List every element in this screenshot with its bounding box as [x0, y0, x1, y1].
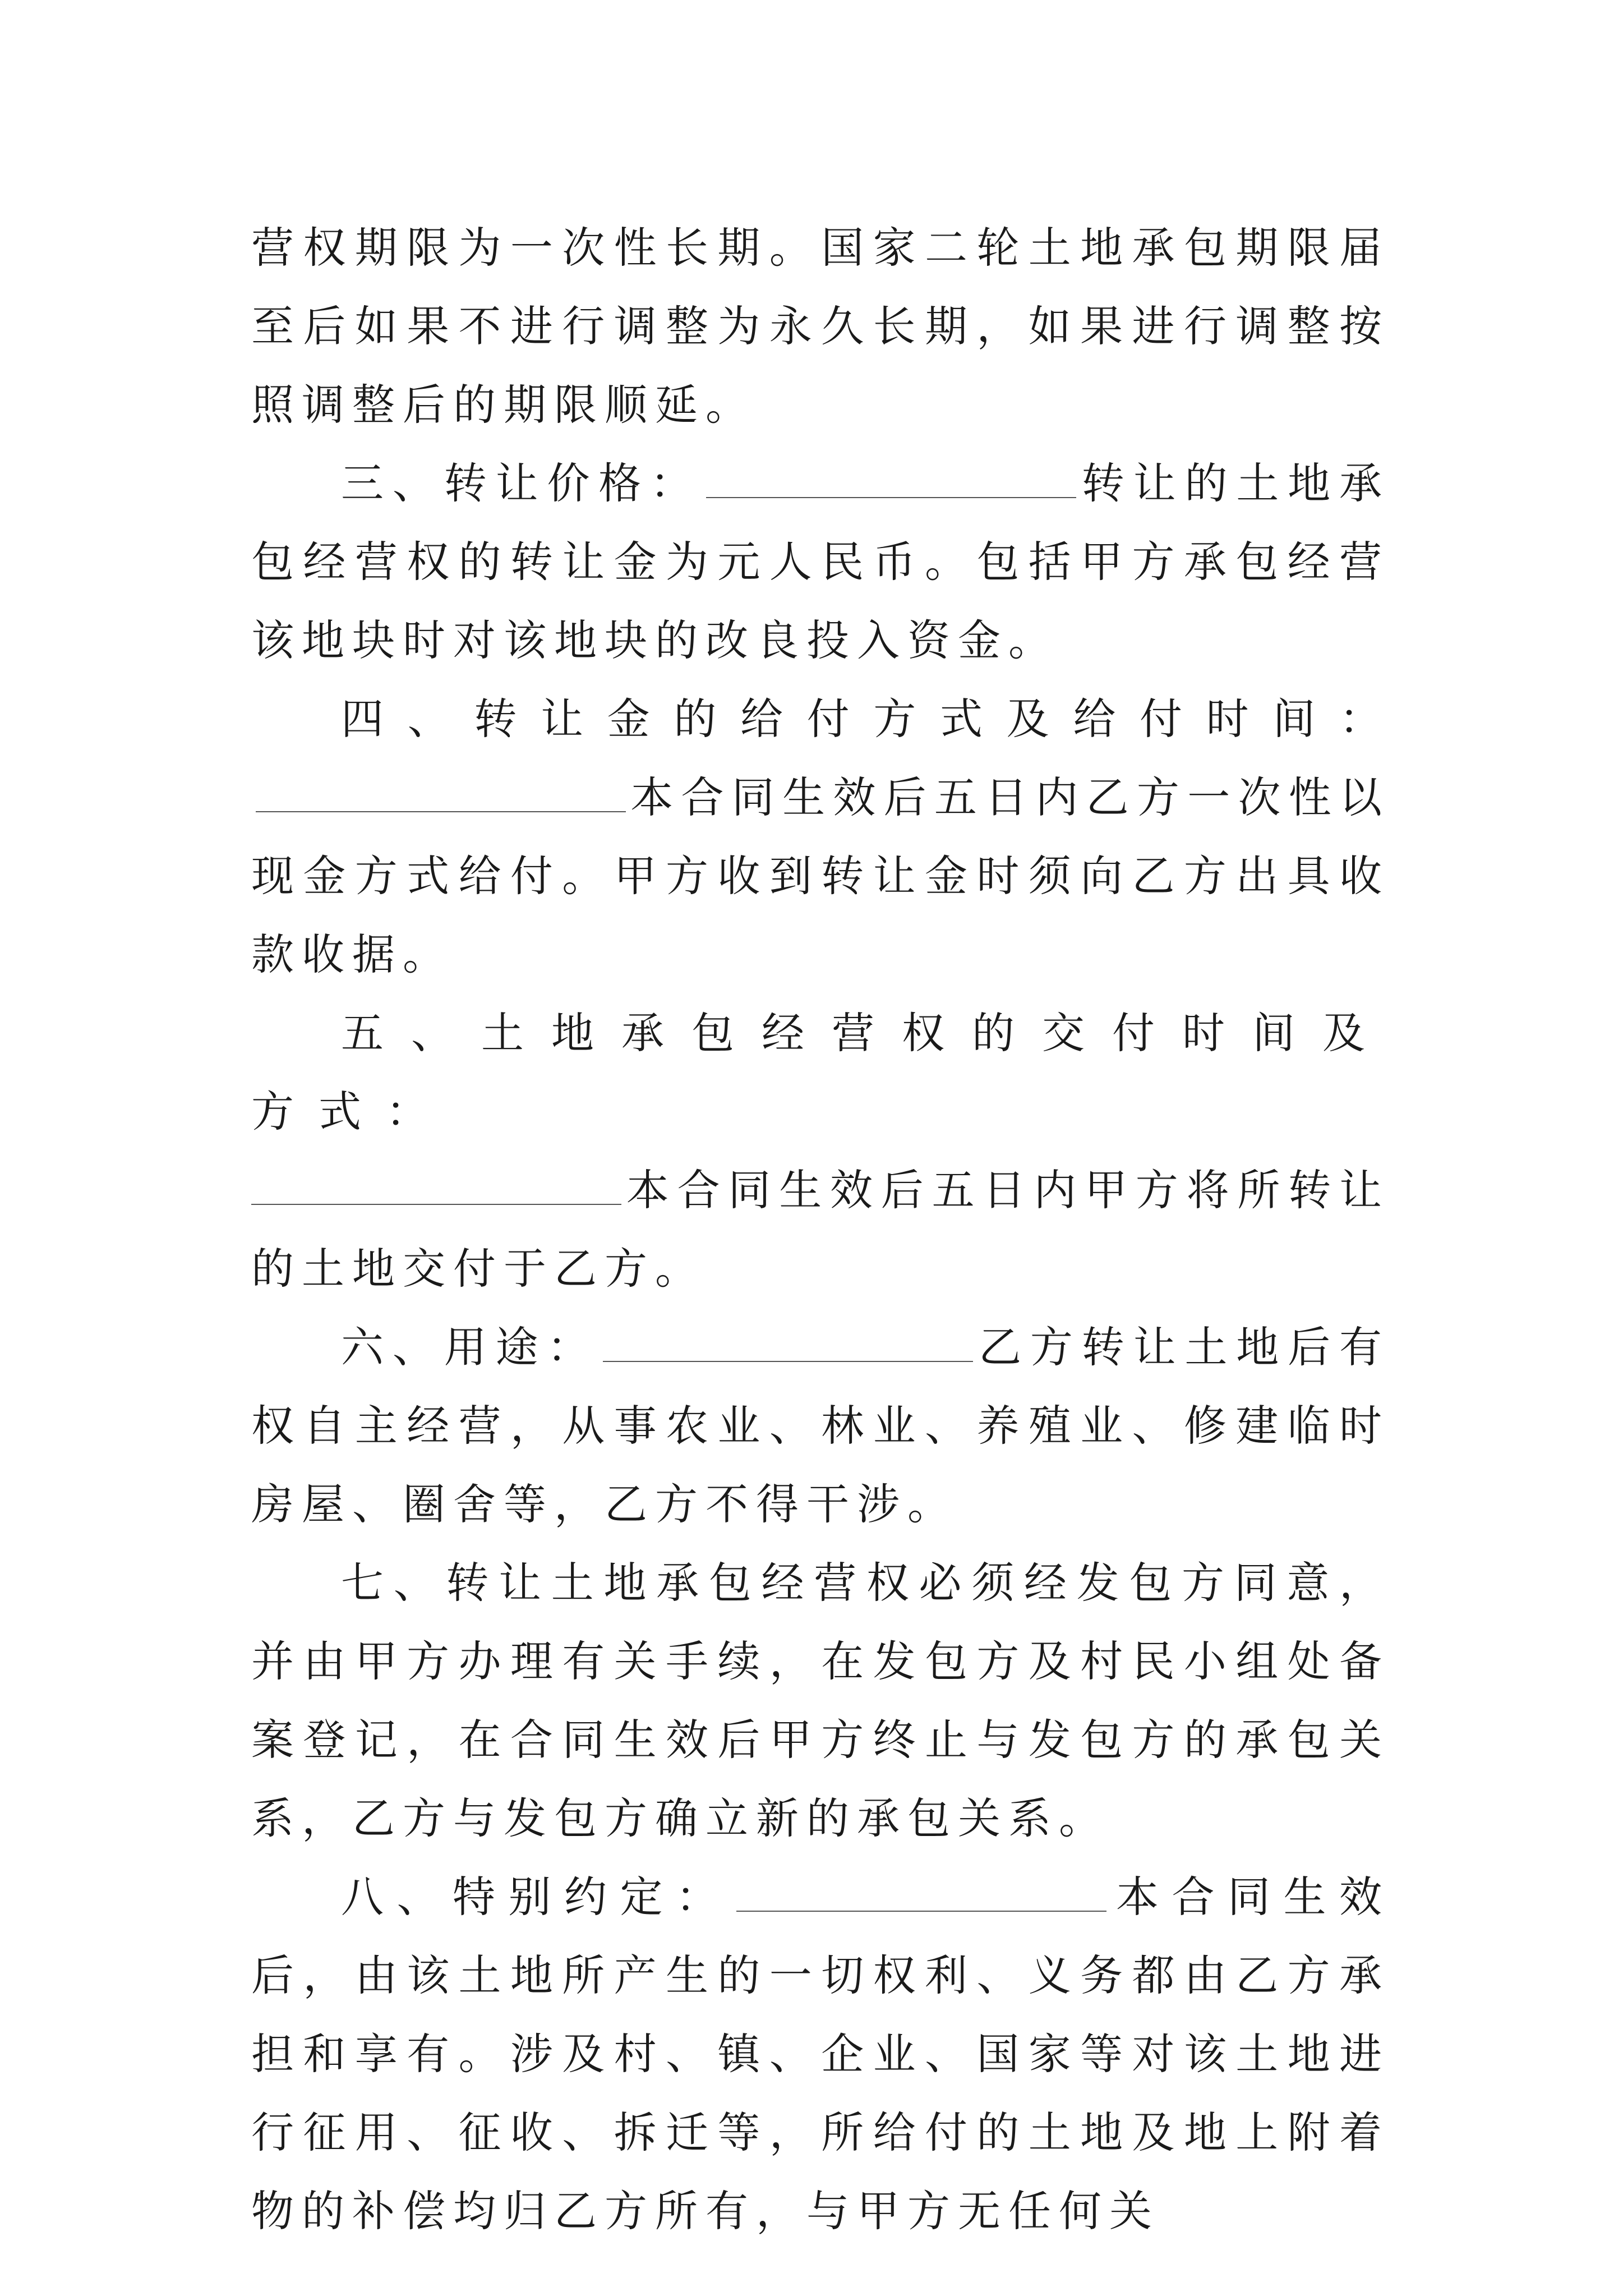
payment-heading: 四、转让金的给付方式及给付时间： [341, 694, 1390, 744]
usage-blank-line [603, 1322, 973, 1362]
special-text: 本合同生效后，由该土地所产生的一切权利、义务都由乙方承担和享有。涉及村、镇、企业、国家等对该土地进行征用、征收、拆迁等，所给付的土地及地上附着物的补偿均归乙方所有，与甲方无任何关 [251, 1872, 1390, 2236]
payment-blank-line [256, 772, 626, 812]
paragraph-term-continuation [251, 209, 1390, 444]
paragraph-price [251, 444, 1390, 680]
approval-text: 七、转让土地承包经营权必须经发包方同意，并由甲方办理有关手续，在发包方及村民小组处备案登记，在合同生效后甲方终止与发包方的承包关系，乙方与发包方确立新的承包关系。 [251, 1558, 1390, 1843]
paragraph-usage [251, 1308, 1390, 1544]
delivery-heading: 五、土地承包经营权的交付时间及方式： [251, 1008, 1390, 1137]
payment-text: 本合同生效后五日内乙方一次性以现金方式给付。甲方收到转让金时须向乙方出具收款收据。 [251, 772, 1390, 979]
special-blank-line [736, 1871, 1106, 1912]
delivery-text: 本合同生效后五日内甲方将所转让的土地交付于乙方。 [251, 1165, 1390, 1294]
paragraph-transfer-approval [251, 1544, 1390, 1858]
usage-heading: 六、用途： [341, 1322, 599, 1372]
paragraph-payment [251, 680, 1390, 994]
paragraph-delivery [251, 994, 1390, 1308]
special-heading: 八、特别约定： [341, 1872, 732, 1922]
delivery-blank-line [251, 1165, 621, 1205]
price-blank-line [706, 458, 1076, 498]
usage-text: 乙方转让土地后有权自主经营，从事农业、林业、养殖业、修建临时房屋、圈舍等，乙方不得干涉。 [251, 1322, 1390, 1529]
price-heading: 三、转让价格： [341, 458, 702, 508]
price-text: 转让的土地承包经营权的转让金为元人民币。包括甲方承包经营该地块时对该地块的改良投入资金。 [251, 458, 1390, 665]
contract-body [251, 209, 1390, 2251]
paragraph-special-terms [251, 1858, 1390, 2251]
term-text: 营权期限为一次性长期。国家二轮土地承包期限届至后如果不进行调整为永久长期，如果进行调整按照调整后的期限顺延。 [251, 223, 1390, 430]
